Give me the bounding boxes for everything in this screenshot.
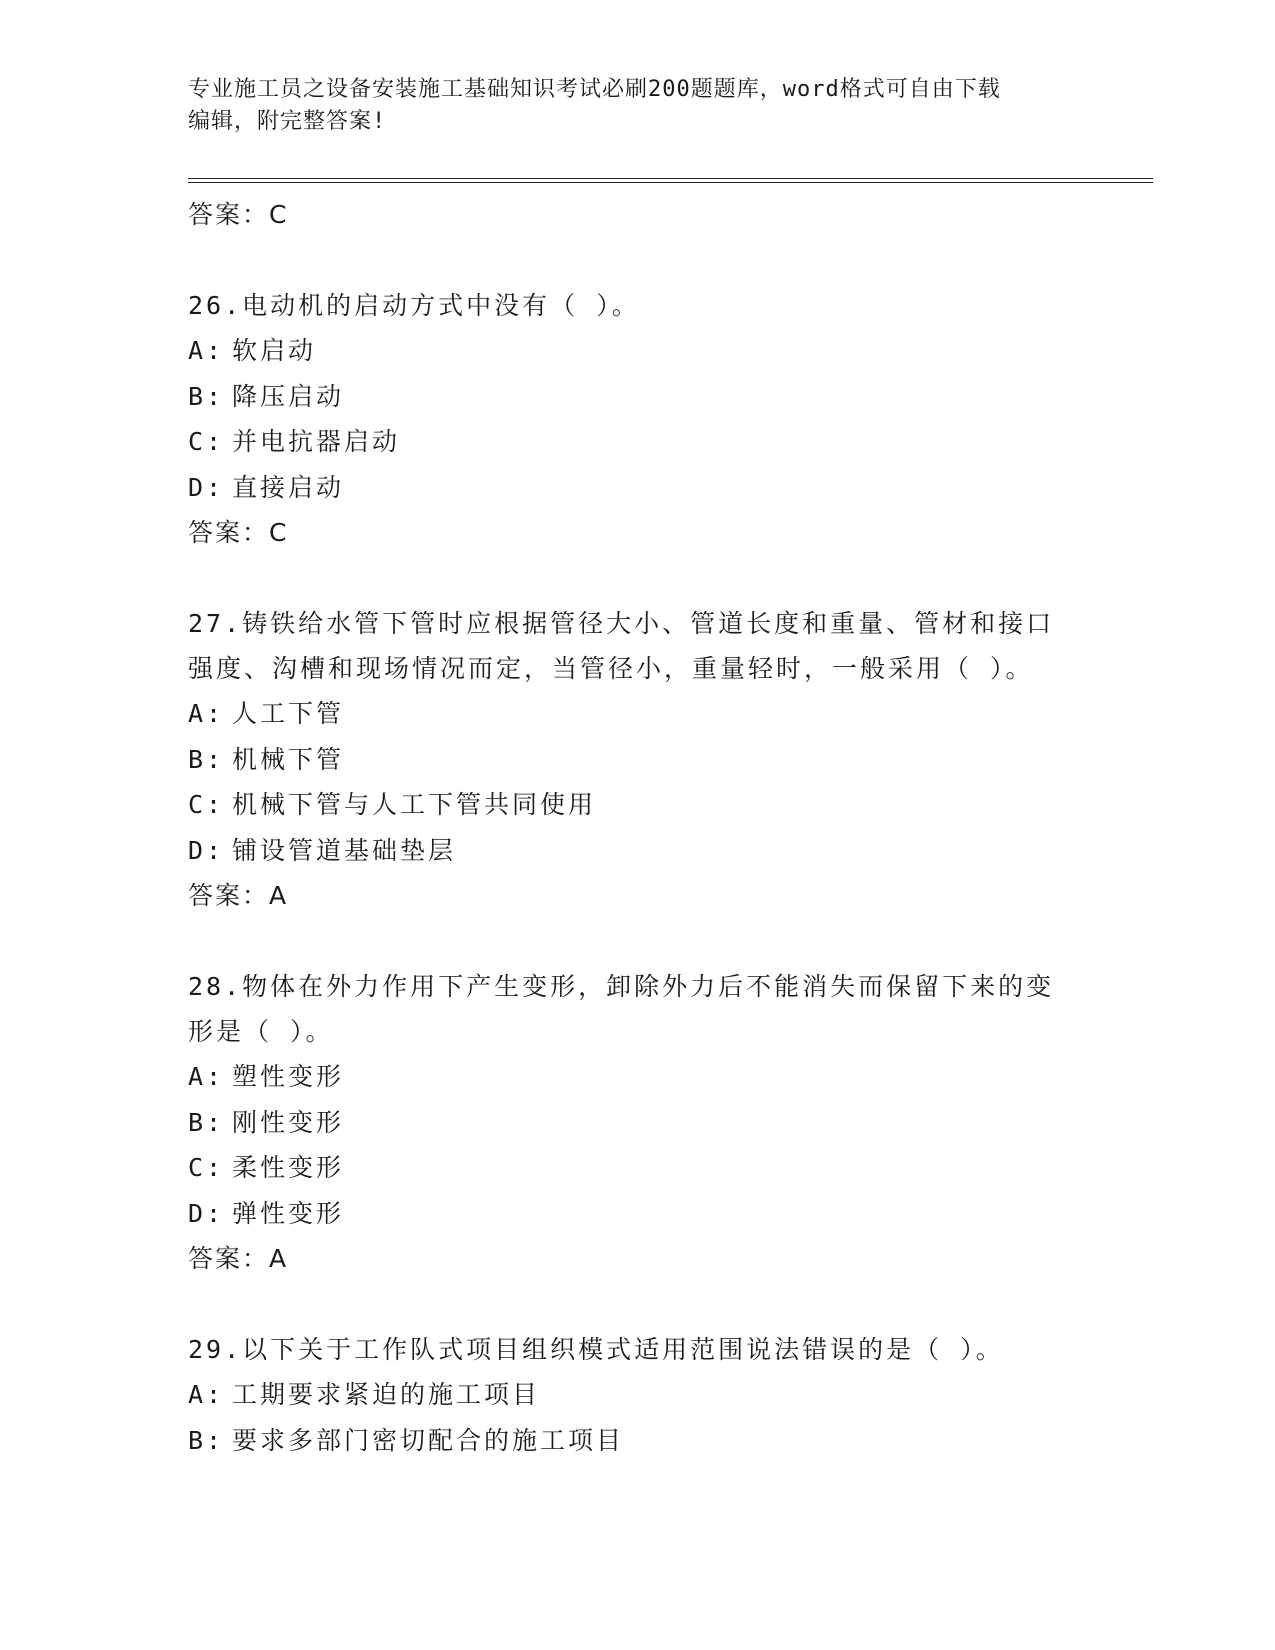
option-text: 直接启动 xyxy=(232,472,345,502)
header-line-1: 专业施工员之设备安装施工基础知识考试必刷200题题库，word格式可自由下载 xyxy=(188,77,1001,102)
question-list xyxy=(188,192,1088,1463)
option-a xyxy=(188,328,1088,374)
question-text-line: 强度、沟槽和现场情况而定，当管径小，重量轻时，一般采用（ ）。 xyxy=(188,654,1034,683)
option-text: 要求多部门密切配合的施工项目 xyxy=(232,1425,625,1455)
option-key: B: xyxy=(188,1107,225,1137)
option-c xyxy=(188,419,1088,465)
question-26 xyxy=(188,283,1088,555)
option-text: 刚性变形 xyxy=(232,1107,345,1137)
option-key: B: xyxy=(188,1425,225,1455)
question-number: 29. xyxy=(188,1335,243,1364)
answer-line: 答案：A xyxy=(188,881,289,910)
question-text-line: 以下关于工作队式项目组织模式适用范围说法错误的是（ ）。 xyxy=(242,1335,1004,1364)
option-key: A: xyxy=(188,699,225,728)
leading-answer: 答案：C xyxy=(188,200,289,229)
option-b xyxy=(188,374,1088,420)
option-text: 弹性变形 xyxy=(232,1198,345,1228)
option-key: A: xyxy=(188,336,225,365)
option-key: B: xyxy=(188,381,225,411)
option-c xyxy=(188,1145,1088,1191)
option-text: 塑性变形 xyxy=(232,1062,345,1091)
option-a xyxy=(188,1054,1088,1100)
option-d xyxy=(188,1191,1088,1237)
header-divider-top xyxy=(188,178,1153,179)
option-text: 机械下管 xyxy=(232,744,345,774)
question-stem xyxy=(188,964,1088,1009)
option-c xyxy=(188,782,1088,828)
question-text-line: 铸铁给水管下管时应根据管径大小、管道长度和重量、管材和接口 xyxy=(242,609,1055,638)
question-stem xyxy=(188,601,1088,646)
option-text: 铺设管道基础垫层 xyxy=(232,835,457,865)
option-d xyxy=(188,828,1088,874)
option-key: B: xyxy=(188,744,225,774)
question-29 xyxy=(188,1327,1088,1463)
document-header xyxy=(188,74,1088,138)
option-text: 工期要求紧迫的施工项目 xyxy=(232,1380,541,1409)
option-text: 人工下管 xyxy=(232,699,345,728)
question-28 xyxy=(188,964,1088,1281)
option-b xyxy=(188,737,1088,783)
option-b xyxy=(188,1100,1088,1146)
header-divider-bottom xyxy=(188,182,1153,183)
question-text-line: 形是（ ）。 xyxy=(188,1017,334,1046)
question-number: 27. xyxy=(188,609,243,638)
option-key: D: xyxy=(188,472,225,502)
answer-line: 答案：C xyxy=(188,518,289,547)
question-27 xyxy=(188,601,1088,918)
option-text: 软启动 xyxy=(232,336,317,365)
option-key: C: xyxy=(188,427,225,456)
option-a xyxy=(188,1372,1088,1418)
option-a xyxy=(188,691,1088,737)
option-key: C: xyxy=(188,790,225,819)
option-text: 降压启动 xyxy=(232,381,345,411)
option-text: 并电抗器启动 xyxy=(232,427,401,456)
question-stem xyxy=(188,283,1088,328)
option-key: A: xyxy=(188,1062,225,1091)
question-number: 26. xyxy=(188,291,243,320)
option-key: C: xyxy=(188,1153,225,1182)
question-number: 28. xyxy=(188,972,243,1001)
option-b xyxy=(188,1418,1088,1464)
option-text: 机械下管与人工下管共同使用 xyxy=(232,790,597,819)
question-stem xyxy=(188,1327,1088,1372)
option-text: 柔性变形 xyxy=(232,1153,345,1182)
option-key: D: xyxy=(188,1198,225,1228)
option-d xyxy=(188,465,1088,511)
question-text-line: 电动机的启动方式中没有（ ）。 xyxy=(242,291,640,320)
header-line-2: 编辑，附完整答案! xyxy=(188,109,387,134)
option-key: A: xyxy=(188,1380,225,1409)
answer-line: 答案：A xyxy=(188,1244,289,1273)
option-key: D: xyxy=(188,835,225,865)
question-text-line: 物体在外力作用下产生变形，卸除外力后不能消失而保留下来的变 xyxy=(242,972,1055,1001)
